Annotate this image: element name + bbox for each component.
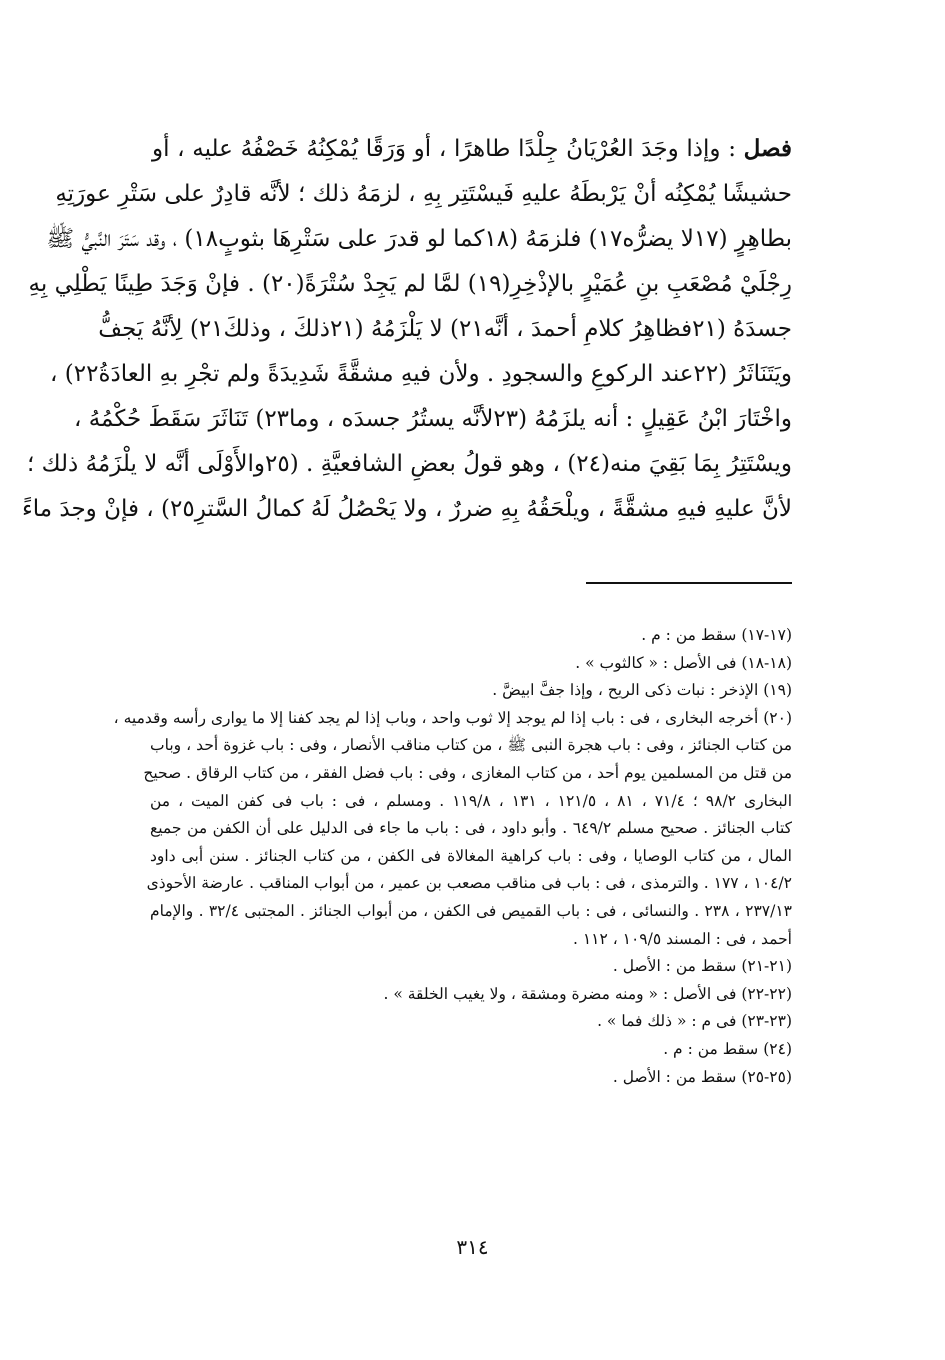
main-text-block [21,126,792,532]
footnote: (٢٣-٢٣) فى م : « ذلك فما » . [597,1012,792,1031]
footnote: (٢٠) أخرجه البخارى ، فى : باب إذا لم يوجد إلا ثوب واحد ، وباب إذا لم يجد كفنا إلا ما يوارى رأسه وقدميه ، [113,708,792,727]
footnote: كتاب الجنائز . صحيح مسلم ٦٤٩/٢ . وأبو داود ، فى : باب ما جاء فى الدليل على أن الكفن من جميع [150,819,792,838]
footnote: (٢٥-٢٥) سقط من : الأصل . [612,1067,792,1086]
footnote: ١٠٤/٢ ، ١٧٧ . والترمذى ، فى : باب فى مناقب مصعب بن عمير ، من أبواب المناقب . عارضة الأحوذى [146,874,792,893]
main-text-line: ويسْتَتِرُ بِمَا بَقِيَ منه(٢٤) ، وهو قولُ بعضِ الشافعيَّةِ . (٢٥والأَوْلَى أنَّه لا يلْزَمُهُ ذلك ؛ [27,451,792,477]
footnote: ٢٣٧/١٣ ، ٢٣٨ . والنسائى ، فى : باب القميص فى الكفن ، من أبواب الجنائز . المجتبى ٣٢/٤ . والإمام [150,901,792,920]
footnote: (٢٢-٢٢) فى الأصل : « ومنه مضرة ومشقة ، ولا يغيب الخلقة » . [383,984,792,1003]
footnote: من كتاب الجنائز ، وفى : باب هجرة النبى ﷺ ، من كتاب مناقب الأنصار ، وفى : باب غزوة أحد ، وباب [150,736,792,755]
footnote: (١٨-١٨) فى الأصل : « كالثوب » . [575,653,792,672]
main-text-line: رِجْلَيْ مُصْعَبِ بنِ عُمَيْرٍ بالإذْخِرِ(١٩) لمَّا لم يَجِدْ سُتْرَةً(٢٠) . فإنْ وَجَدَ طِينًا يَطْلِي بِهِ [28,271,792,297]
footnote: (٢١-٢١) سقط من : الأصل . [612,957,792,976]
footnotes-block [113,622,793,1091]
main-text-line: حشيشًا يُمْكِنُه أنْ يَرْبطَهُ عليهِ فَيسْتَتِر بِهِ ، لزمَهُ ذلك ؛ لأنَّه قادِرٌ على سَتْرِ عورَتِهِ [55,181,792,207]
footnote: أحمد ، فى : المسند ١٠٩/٥ ، ١١٢ . [572,929,792,948]
section-heading-word: فصل [743,135,792,162]
footnote: (١٧-١٧) سقط من : م . [641,626,792,644]
main-text-line: بطاهِرٍ (١٧لا يضرُّه١٧) فلزمَهُ (١٨كما لو قدرَ على سَتْرِهَا بثوبٍ١٨) ، وقد سَتَرَ النَّبيُّ ﷺ [46,226,792,252]
footnote-separator [586,582,792,584]
main-text-line: جسدَهُ (٢١فظاهِرُ كلامِ أحمدَ ، أنَّه٢١) لا يَلْزَمُهُ (٢١ذلكَ ، وذلكَ٢١) لِأنَّهُ يَجفُّ [98,316,792,342]
main-text-line: فصل : وإذا وجَدَ العُرْيَانُ جِلْدًا طاهرًا ، أو وَرَقًا يُمْكِنُهُ خَصْفُهُ عليه ، أو [152,135,792,162]
footnote: (٢٤) سقط من : م . [663,1039,792,1058]
footnote: من قتل من المسلمين يوم أحد ، من كتاب المغازى ، وفى : باب فضل الفقر ، من كتاب الرقاق . صحيح [143,763,792,782]
footnote: (١٩) الإذخر : نبات ذكى الريح ، وإذا جفَّ ابيضَّ . [492,681,792,700]
page-number: ٣١٤ [456,1235,489,1259]
footnote: المال ، من كتاب الوصايا ، وفى : باب كراهية المغالاة فى الكفن ، من كتاب الجنائز . سنن أبى داود [150,846,792,865]
main-text-line: لأنَّ عليهِ فيهِ مشقَّةً ، ويلْحَقُهُ بِهِ ضررٌ ، ولا يَحْصُلُ لَهُ كمالُ السَّترِ٢٥) ، فإنْ وجدَ ماءً [21,496,792,522]
footnote: البخارى ٩٨/٢ ؛ ٧١/٤ ، ٨١ ، ١٢١/٥ ، ١٣١ ، ١١٩/٨ . ومسلم ، فى : باب فى كفن الميت ، من [150,791,793,810]
main-text-line: واخْتَارَ ابْنُ عَقِيلٍ : أنه يلزَمُهُ (٢٣لأنَّه يستُرُ جسدَه ، وما٢٣) تَنَاثَرَ سَقَطَ حُكْمُهُ ، [73,406,792,432]
main-text-line: ويَتَنَاثَرُ (٢٢عند الركوعِ والسجودِ . ولأن فيهِ مشقَّةً شَدِيدَةً ولم تجْرِ بهِ العادَةُ٢٢) ، [50,361,792,387]
